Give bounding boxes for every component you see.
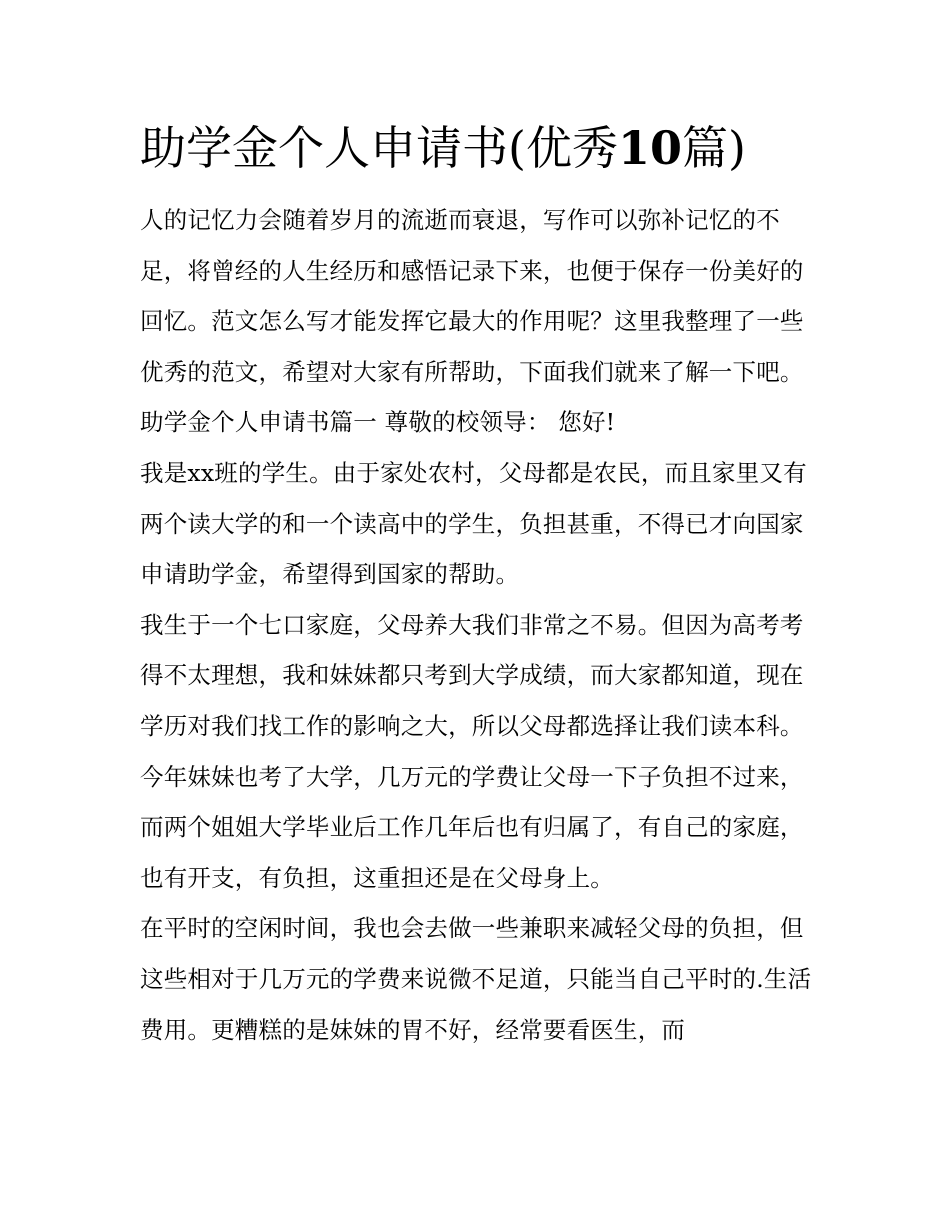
paragraph-family: 我生于一个七口家庭，父母养大我们非常之不易。但因为高考考得不太理想，我和妹妹都只考到大学成绩，而大家都知道，现在学历对我们找工作的影响之大，所以父母都选择让我们读本科。今年妹妹也考了大学，几万元的学费让父母一下子负担不过来，而两个姐姐大学毕业后工作几年后也有归属了，有自己的家庭，也有开支，有负担，这重担还是在父母身上。 — [140, 610, 804, 892]
paragraph-intro: 人的记忆力会随着岁月的流逝而衰退，写作可以弥补记忆的不足，将曾经的人生经历和感悟记录下来，也便于保存一份美好的回忆。范文怎么写才能发挥它最大的作用呢？这里我整理了一些优秀的范文，希望对大家有所帮助，下面我们就来了解一下吧。 — [140, 206, 804, 386]
title-prefix: 助学金个人申请书(优秀 — [140, 121, 618, 175]
document-title — [140, 118, 830, 178]
title-number: 10 — [617, 121, 682, 175]
paragraph-parttime: 在平时的空闲时间，我也会去做一些兼职来减轻父母的负担，但这些相对于几万元的学费来说微不足道，只能当自己平时的.生活费用。更糟糕的是妹妹的胃不好，经常要看医生，而 — [140, 914, 812, 1044]
paragraph-salutation: 助学金个人申请书篇一 尊敬的校领导： 您好! — [140, 408, 616, 437]
paragraph-background: 我是xx班的学生。由于家处农村，父母都是农民，而且家里又有两个读大学的和一个读高中的学生，负担甚重，不得已才向国家申请助学金，希望得到国家的帮助。 — [140, 458, 807, 589]
document-body — [140, 195, 812, 1055]
title-suffix: 篇) — [681, 121, 746, 175]
